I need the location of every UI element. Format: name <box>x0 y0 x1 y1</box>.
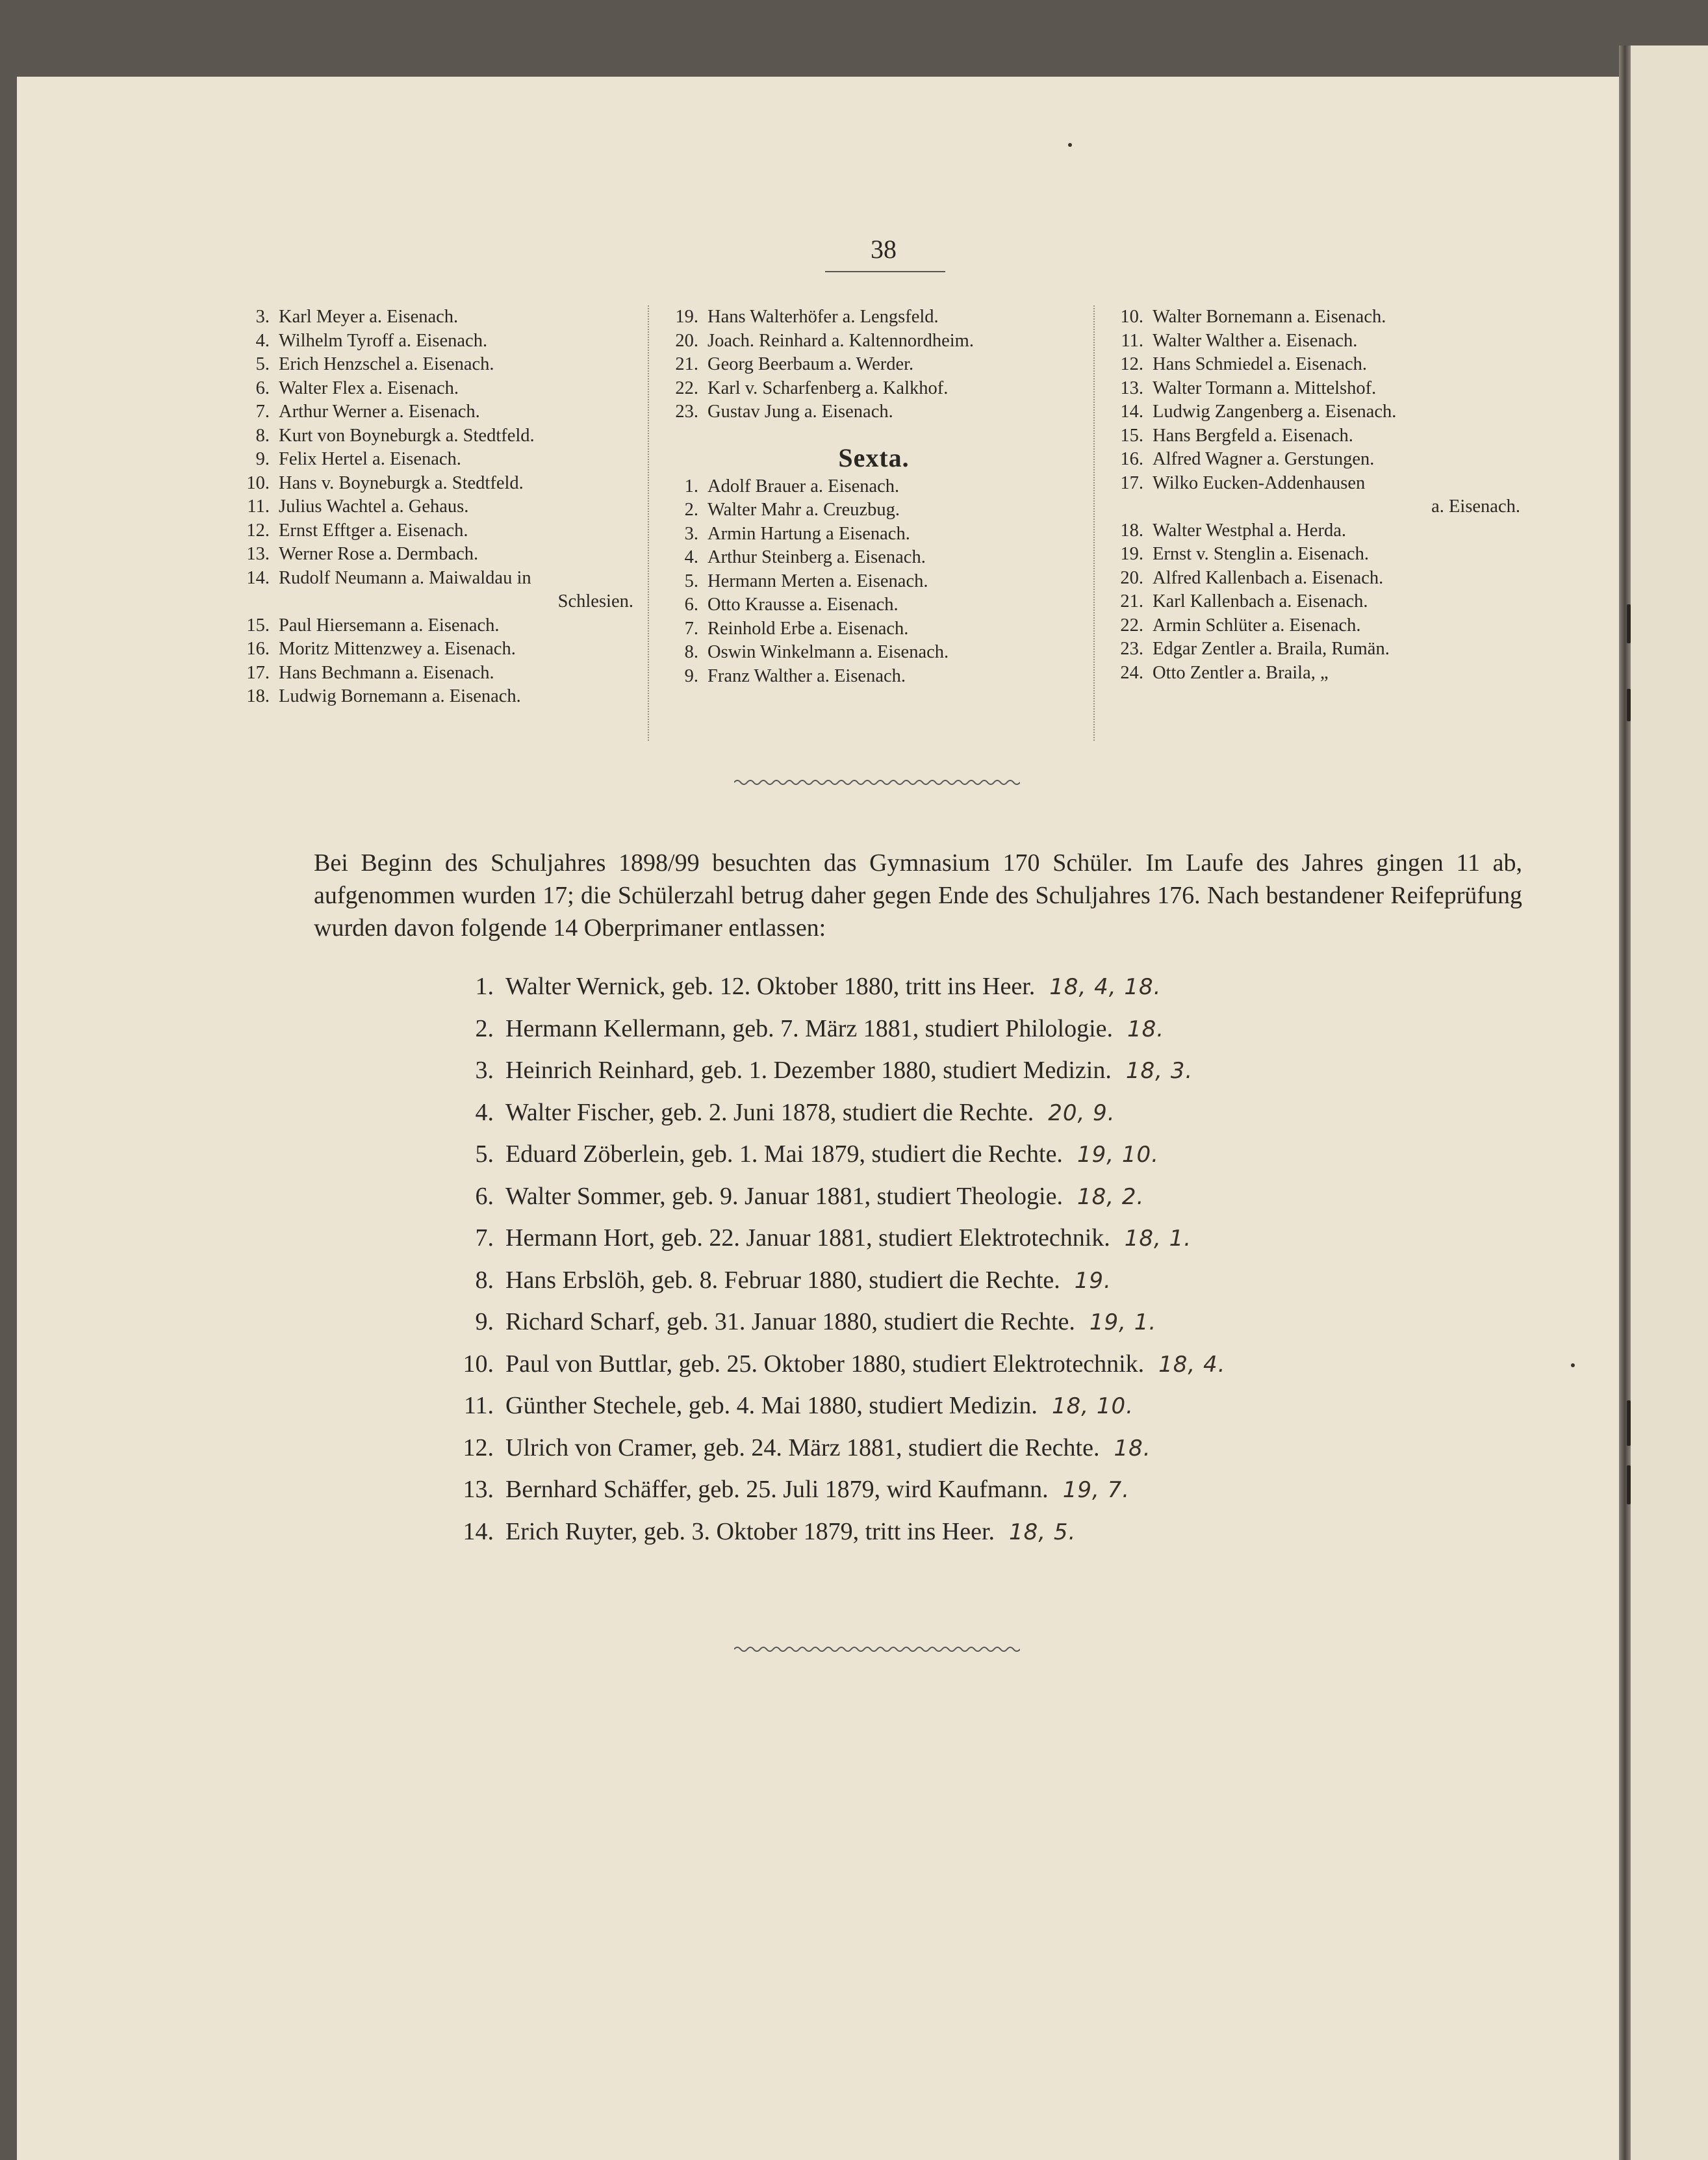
handwritten-note: 18, 5. <box>1009 1519 1077 1545</box>
margin-mark <box>1627 689 1631 721</box>
handwritten-note: 19, 10. <box>1077 1142 1159 1168</box>
entry-text: Walter Mahr a. Creuzbug. <box>707 500 900 520</box>
student-entry <box>237 567 633 591</box>
entry-text: Gustav Jung a. Eisenach. <box>707 402 893 422</box>
handwritten-note: 18, 3. <box>1125 1058 1193 1084</box>
entry-text: Felix Hertel a. Eisenach. <box>279 449 461 469</box>
entry-number: 11. <box>247 496 270 517</box>
student-entry <box>237 424 633 448</box>
student-entry <box>1111 305 1520 329</box>
student-entry <box>237 495 633 519</box>
entry-text: Kurt von Boyneburgk a. Stedtfeld. <box>279 425 535 446</box>
student-entry <box>666 305 1082 329</box>
entry-number: 3. <box>255 307 270 327</box>
entry-number: 2. <box>684 500 698 520</box>
entry-text: Bernhard Schäffer, geb. 25. Juli 1879, wird Kaufmann. <box>505 1476 1049 1503</box>
student-entry <box>1111 353 1520 377</box>
entry-number: 4. <box>475 1098 494 1126</box>
student-entry <box>237 614 633 638</box>
student-entry <box>237 590 633 614</box>
entry-number: 6. <box>684 595 698 615</box>
entry-number: 22. <box>1120 615 1143 636</box>
entry-number: 4. <box>255 330 270 351</box>
handwritten-note: 18, 10. <box>1051 1393 1134 1419</box>
entry-text: Arthur Werner a. Eisenach. <box>279 402 480 422</box>
entry-text: Walter Fischer, geb. 2. Juni 1878, studiert die Rechte. <box>505 1098 1034 1126</box>
entry-text: Wilko Eucken-Addenhausen <box>1153 472 1366 493</box>
entry-text: Ernst v. Stenglin a. Eisenach. <box>1153 544 1369 564</box>
entry-number: 13. <box>463 1476 494 1503</box>
entry-number: 3. <box>475 1057 494 1084</box>
entry-number: 9. <box>475 1308 494 1335</box>
entry-number: 10. <box>463 1350 494 1378</box>
student-entry <box>666 546 1082 570</box>
entry-number: 7. <box>475 1224 494 1252</box>
student-entry <box>666 665 1082 689</box>
book-gutter <box>1619 45 1631 2160</box>
student-entry <box>666 593 1082 617</box>
entry-number: 20. <box>1120 567 1143 588</box>
entry-number: 12. <box>246 520 270 541</box>
entry-number: 5. <box>255 354 270 374</box>
entry-number: 5. <box>684 571 698 591</box>
entry-number: 18. <box>1120 520 1143 541</box>
entry-number: 1. <box>475 973 494 1000</box>
handwritten-note: 18, 2. <box>1077 1183 1145 1210</box>
entry-number: 22. <box>675 378 698 398</box>
graduate-entry <box>442 1469 1416 1511</box>
entry-text: Karl Kallenbach a. Eisenach. <box>1153 591 1368 611</box>
entry-number: 14. <box>1120 402 1143 422</box>
entry-text: Karl v. Scharfenberg a. Kalkhof. <box>707 378 949 398</box>
wavy-divider <box>734 1644 1020 1654</box>
student-entry <box>666 522 1082 546</box>
student-entry <box>237 377 633 401</box>
entry-number: 6. <box>475 1182 494 1210</box>
entry-text: Arthur Steinberg a. Eisenach. <box>707 547 926 567</box>
student-entry <box>1111 662 1520 686</box>
entry-text: Karl Meyer a. Eisenach. <box>279 307 459 327</box>
entry-number: 8. <box>684 642 698 662</box>
entry-text: Hans v. Boyneburgk a. Stedtfeld. <box>279 472 524 493</box>
entry-text: Walter Westphal a. Herda. <box>1153 520 1346 541</box>
entry-text: Heinrich Reinhard, geb. 1. Dezember 1880, studiert Medizin. <box>505 1057 1112 1084</box>
entry-text: Hans Bechmann a. Eisenach. <box>279 662 494 683</box>
entry-text: Alfred Wagner a. Gerstungen. <box>1153 449 1375 469</box>
entry-number: 10. <box>1120 307 1143 327</box>
student-entry <box>666 377 1082 401</box>
column-2 <box>666 305 1082 688</box>
graduate-entry <box>442 1176 1416 1218</box>
student-entry <box>666 353 1082 377</box>
handwritten-note: 18, 1. <box>1124 1226 1192 1252</box>
wavy-divider <box>734 777 1020 788</box>
entry-number: 11. <box>1121 330 1143 351</box>
entry-text: Moritz Mittenzwey a. Eisenach. <box>279 639 516 659</box>
entry-text: Hans Erbslöh, geb. 8. Februar 1880, studiert die Rechte. <box>505 1266 1060 1294</box>
entry-text: Walter Flex a. Eisenach. <box>279 378 459 398</box>
graduate-entry <box>442 1092 1416 1135</box>
entry-text: Werner Rose a. Dermbach. <box>279 544 479 564</box>
graduate-entry <box>442 1050 1416 1092</box>
student-entry <box>666 400 1082 424</box>
entry-number: 3. <box>684 523 698 544</box>
entry-number: 21. <box>675 354 698 374</box>
entry-number: 14. <box>246 567 270 588</box>
entry-text: Reinhold Erbe a. Eisenach. <box>707 618 909 639</box>
entry-number: 17. <box>1120 472 1143 493</box>
student-entry <box>1111 472 1520 496</box>
handwritten-note: 19. <box>1074 1267 1112 1294</box>
student-entry <box>237 519 633 543</box>
entry-number: 15. <box>1120 425 1143 446</box>
page-number: 38 <box>871 235 897 264</box>
graduate-entry <box>442 966 1416 1009</box>
entry-number <box>237 590 279 614</box>
entry-number: 16. <box>246 639 270 659</box>
student-entry <box>237 305 633 329</box>
student-entry <box>666 475 1082 499</box>
entry-text: Oswin Winkelmann a. Eisenach. <box>707 642 949 662</box>
entry-number: 10. <box>246 472 270 493</box>
entry-text: Hans Bergfeld a. Eisenach. <box>1153 425 1353 446</box>
entry-number: 5. <box>475 1140 494 1168</box>
entry-text: Eduard Zöberlein, geb. 1. Mai 1879, studiert die Rechte. <box>505 1140 1063 1168</box>
entry-text: Hermann Hort, geb. 22. Januar 1881, studiert Elektrotechnik. <box>505 1224 1110 1252</box>
handwritten-note: 18, 4, 18. <box>1049 974 1162 1000</box>
margin-mark <box>1627 604 1631 643</box>
student-entry <box>666 617 1082 641</box>
handwritten-note: 18. <box>1114 1435 1151 1461</box>
entry-number: 18. <box>246 686 270 706</box>
entry-text: Georg Beerbaum a. Werder. <box>707 354 914 374</box>
handwritten-note: 19, 7. <box>1062 1477 1130 1503</box>
margin-mark <box>1627 1465 1631 1504</box>
graduate-entry <box>442 1302 1416 1344</box>
student-entry <box>1111 329 1520 354</box>
entry-text: Ludwig Zangenberg a. Eisenach. <box>1153 402 1397 422</box>
graduate-entry <box>442 1344 1416 1386</box>
entry-number: 23. <box>1120 639 1143 659</box>
entry-number: 21. <box>1120 591 1143 611</box>
margin-mark <box>1627 1400 1631 1446</box>
entry-text: Otto Zentler a. Braila, „ <box>1153 662 1329 683</box>
column-3 <box>1111 305 1520 685</box>
student-entry <box>1111 377 1520 401</box>
entry-text: Rudolf Neumann a. Maiwaldau in <box>279 567 531 588</box>
section-title-sexta: Sexta. <box>838 443 910 472</box>
entry-number: 13. <box>1120 378 1143 398</box>
student-entry <box>237 400 633 424</box>
entry-text: Walter Wernick, geb. 12. Oktober 1880, tritt ins Heer. <box>505 973 1036 1000</box>
student-entry <box>237 543 633 567</box>
graduates-list <box>442 966 1416 1553</box>
handwritten-note: 19, 1. <box>1089 1309 1157 1335</box>
entry-number: 17. <box>246 662 270 683</box>
entry-text: Ulrich von Cramer, geb. 24. März 1881, studiert die Rechte. <box>505 1434 1100 1461</box>
student-entry <box>237 662 633 686</box>
student-entry <box>1111 567 1520 591</box>
entry-text: Hans Schmiedel a. Eisenach. <box>1153 354 1368 374</box>
entry-number: 13. <box>246 544 270 564</box>
student-entry <box>666 498 1082 522</box>
paper-speck <box>1068 143 1072 147</box>
entry-text: Otto Krausse a. Eisenach. <box>707 595 899 615</box>
entry-text: a. Eisenach. <box>1431 496 1520 517</box>
paper-speck <box>1571 1363 1575 1367</box>
student-entry <box>1111 448 1520 472</box>
graduate-entry <box>442 1009 1416 1051</box>
student-entry <box>1111 637 1520 662</box>
student-entry <box>666 570 1082 594</box>
student-entry <box>1111 519 1520 543</box>
entry-number: 14. <box>463 1517 494 1545</box>
student-entry <box>237 353 633 377</box>
entry-text: Paul Hiersemann a. Eisenach. <box>279 615 500 636</box>
entry-number: 24. <box>1120 662 1143 683</box>
graduate-entry <box>442 1428 1416 1470</box>
entry-number: 19. <box>675 307 698 327</box>
entry-number: 9. <box>255 449 270 469</box>
entry-number: 12. <box>1120 354 1143 374</box>
student-entry <box>237 637 633 662</box>
entry-number: 4. <box>684 547 698 567</box>
entry-number: 8. <box>475 1266 494 1294</box>
entry-number: 7. <box>255 402 270 422</box>
entry-text: Alfred Kallenbach a. Eisenach. <box>1153 567 1384 588</box>
student-entry <box>1111 400 1520 424</box>
graduate-entry <box>442 1218 1416 1260</box>
column-1 <box>237 305 633 709</box>
entry-text: Edgar Zentler a. Braila, Rumän. <box>1153 639 1390 659</box>
column-separator <box>1093 305 1095 741</box>
graduate-entry <box>442 1511 1416 1554</box>
entry-text: Schlesien. <box>557 591 633 611</box>
student-entry <box>1111 543 1520 567</box>
entry-number: 19. <box>1120 544 1143 564</box>
student-entry <box>1111 590 1520 614</box>
entry-number: 1. <box>684 476 698 496</box>
student-entry <box>1111 495 1520 519</box>
page-number-rule <box>825 271 945 272</box>
student-entry <box>666 329 1082 354</box>
entry-text: Walter Sommer, geb. 9. Januar 1881, studiert Theologie. <box>505 1182 1063 1210</box>
entry-text: Paul von Buttlar, geb. 25. Oktober 1880, studiert Elektrotechnik. <box>505 1350 1145 1378</box>
entry-text: Walter Walther a. Eisenach. <box>1153 330 1358 351</box>
entry-text: Armin Hartung a Eisenach. <box>707 523 910 544</box>
entry-text: Joach. Reinhard a. Kaltennordheim. <box>707 330 974 351</box>
student-entry <box>237 329 633 354</box>
entry-text: Armin Schlüter a. Eisenach. <box>1153 615 1361 636</box>
entry-text: Walter Bornemann a. Eisenach. <box>1153 307 1386 327</box>
student-entry <box>1111 424 1520 448</box>
entry-text: Hermann Merten a. Eisenach. <box>707 571 928 591</box>
entry-text: Walter Tormann a. Mittelshof. <box>1153 378 1377 398</box>
enrollment-paragraph <box>314 847 1522 944</box>
entry-number: 11. <box>463 1392 494 1419</box>
student-entry <box>237 685 633 709</box>
entry-number: 2. <box>475 1014 494 1042</box>
entry-number: 7. <box>684 618 698 639</box>
student-entry <box>666 641 1082 665</box>
entry-text: Ludwig Bornemann a. Eisenach. <box>279 686 521 706</box>
entry-number: 6. <box>255 378 270 398</box>
entry-number: 15. <box>246 615 270 636</box>
graduate-entry <box>442 1134 1416 1176</box>
entry-number: 9. <box>684 665 698 686</box>
entry-text: Ernst Efftger a. Eisenach. <box>279 520 468 541</box>
entry-text: Wilhelm Tyroff a. Eisenach. <box>279 330 488 351</box>
graduate-entry <box>442 1260 1416 1302</box>
student-entry <box>237 448 633 472</box>
facing-page-edge <box>1631 45 1708 2160</box>
entry-text: Hans Walterhöfer a. Lengsfeld. <box>707 307 939 327</box>
entry-number <box>1111 495 1153 519</box>
entry-number: 20. <box>675 330 698 351</box>
entry-text: Adolf Brauer a. Eisenach. <box>707 476 900 496</box>
entry-number: 12. <box>463 1434 494 1461</box>
student-entry <box>1111 614 1520 638</box>
entry-number: 23. <box>675 402 698 422</box>
column-separator <box>648 305 649 741</box>
entry-number: 16. <box>1120 449 1143 469</box>
entry-text: Hermann Kellermann, geb. 7. März 1881, studiert Philologie. <box>505 1014 1114 1042</box>
entry-text: Erich Henzschel a. Eisenach. <box>279 354 494 374</box>
entry-text: Erich Ruyter, geb. 3. Oktober 1879, tritt ins Heer. <box>505 1517 995 1545</box>
paragraph-text: Bei Beginn des Schuljahres 1898/99 besuchten das Gymnasium 170 Schüler. Im Laufe des Jahres gingen 11 ab, aufgenommen wurden 17; die Schülerzahl betrug daher gegen Ende des Schuljahres 176. Nach bestandener Reifeprüfung wurden davon folgende 14 Oberprimaner entlassen: <box>314 849 1522 942</box>
student-entry <box>237 472 633 496</box>
handwritten-note: 20, 9. <box>1048 1099 1115 1126</box>
entry-number: 8. <box>255 425 270 446</box>
handwritten-note: 18. <box>1127 1016 1165 1042</box>
entry-text: Richard Scharf, geb. 31. Januar 1880, studiert die Rechte. <box>505 1308 1075 1335</box>
entry-text: Julius Wachtel a. Gehaus. <box>279 496 469 517</box>
graduate-entry <box>442 1385 1416 1428</box>
entry-text: Franz Walther a. Eisenach. <box>707 665 906 686</box>
handwritten-note: 18, 4. <box>1158 1351 1226 1378</box>
entry-text: Günther Stechele, geb. 4. Mai 1880, studiert Medizin. <box>505 1392 1038 1419</box>
